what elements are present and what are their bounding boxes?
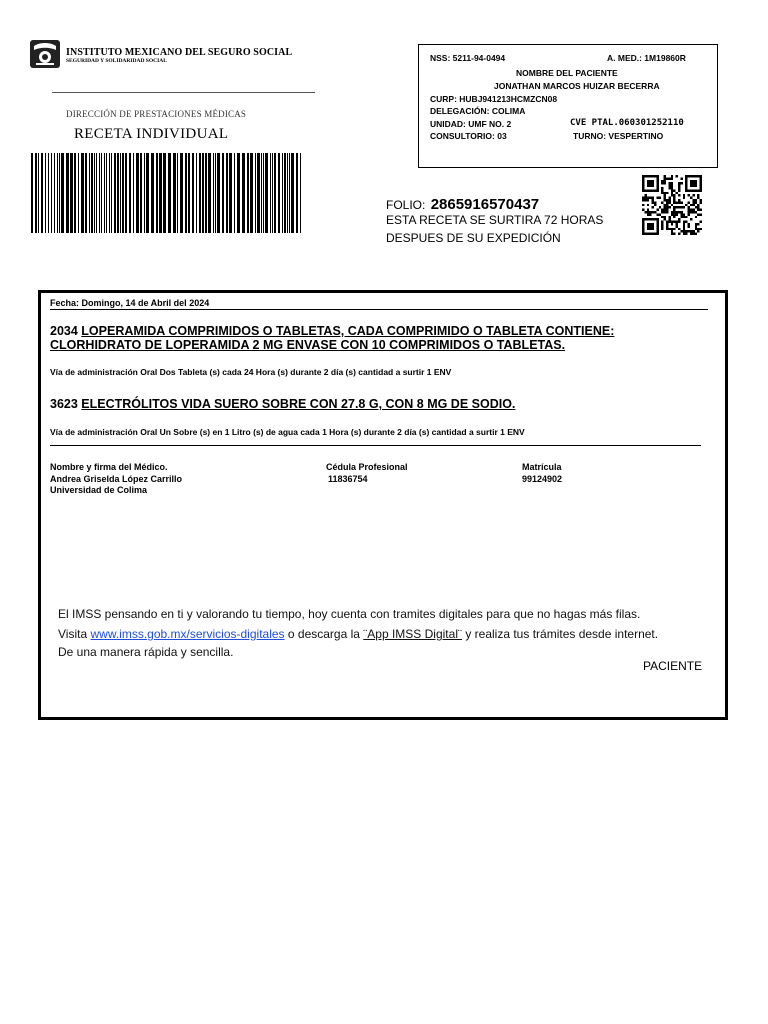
doctor-university: Universidad de Colima xyxy=(50,485,148,495)
date-divider xyxy=(50,309,708,310)
signature-divider xyxy=(50,445,701,446)
footer-visita: Visita xyxy=(58,627,88,641)
imss-logo-icon xyxy=(30,40,60,68)
cve-ptal: CVE PTAL.060301252110 xyxy=(570,118,684,128)
cedula-number: 11836754 xyxy=(328,473,368,484)
doctor-block xyxy=(50,462,182,497)
medication-1-instructions: Vía de administración Oral Dos Tableta (s) cada 24 Hora (s) durante 2 día (s) cantidad a surtir 1 ENV xyxy=(50,367,452,377)
consultorio: CONSULTORIO: 03 xyxy=(430,131,507,141)
imss-digital-services-link[interactable]: www.imss.gob.mx/servicios-digitales xyxy=(90,627,285,641)
medication-2-instructions: Vía de administración Oral Un Sobre (s) en 1 Litro (s) de agua cada 1 Hora (s) durante 2 día (s) cantidad a surtir 1 ENV xyxy=(50,427,525,437)
a-med: A. MED.: 1M19860R xyxy=(607,53,686,63)
matricula-label: Matrícula xyxy=(522,462,562,472)
medication-2-code: 3623 xyxy=(50,397,78,411)
direction-label: DIRECCIÓN DE PRESTACIONES MÉDICAS xyxy=(66,109,247,119)
app-imss-digital: ¨App IMSS Digital¨ xyxy=(363,627,462,641)
copy-label: PACIENTE xyxy=(643,659,703,673)
doctor-name-label: Nombre y firma del Médico. xyxy=(50,462,168,472)
cedula-label: Cédula Profesional xyxy=(326,462,408,472)
patient-name: JONATHAN MARCOS HUIZAR BECERRA xyxy=(494,81,660,91)
matricula-number: 99124902 xyxy=(522,473,563,484)
prescription-date: Fecha: Domingo, 14 de Abril del 2024 xyxy=(50,298,210,308)
matricula-block xyxy=(522,462,562,485)
institution-tagline: SEGURIDAD Y SOLIDARIDAD SOCIAL xyxy=(66,58,167,64)
curp: CURP: HUBJ941213HCMZCN08 xyxy=(430,94,558,104)
medication-2-name-line1: ELECTRÓLITOS VIDA SUERO SOBRE CON 27.8 G, CON 8 MG DE SODIO. xyxy=(81,397,516,411)
cedula-block xyxy=(326,462,408,485)
medication-2 xyxy=(50,397,515,411)
turno: TURNO: VESPERTINO xyxy=(573,131,664,141)
footer-realiza: y realiza tus trámites desde internet. xyxy=(465,627,659,641)
medication-1-code: 2034 xyxy=(50,324,78,338)
institution-name: INSTITUTO MEXICANO DEL SEGURO SOCIAL xyxy=(66,47,293,58)
folio-number: 2865916570437 xyxy=(430,196,540,213)
folio-note-line2: DESPUES DE SU EXPEDICIÓN xyxy=(386,231,561,245)
footer-line1: El IMSS pensando en ti y valorando tu tiempo, hoy cuenta con tramites digitales para que no hagas más filas. xyxy=(58,607,641,621)
medication-1 xyxy=(50,324,614,352)
footer-line3: De una manera rápida y sencilla. xyxy=(58,645,234,659)
footer-line2 xyxy=(58,627,658,641)
folio-note-line1: ESTA RECETA SE SURTIRA 72 HORAS xyxy=(386,213,604,227)
unidad: UNIDAD: UMF NO. 2 xyxy=(430,119,512,129)
footer-descarga: o descarga la xyxy=(287,627,360,641)
patient-name-label: NOMBRE DEL PACIENTE xyxy=(516,68,618,78)
qr-code-icon xyxy=(642,175,702,235)
barcode-icon xyxy=(31,153,302,233)
nss: NSS: 5211-94-0494 xyxy=(430,53,506,63)
header-divider xyxy=(52,92,315,93)
medication-1-name-line1: LOPERAMIDA COMPRIMIDOS O TABLETAS, CADA COMPRIMIDO O TABLETA CONTIENE: xyxy=(81,324,615,338)
folio-label: FOLIO: xyxy=(386,198,426,212)
document-title: RECETA INDIVIDUAL xyxy=(74,126,229,142)
folio xyxy=(386,196,539,213)
doctor-name: Andrea Griselda López Carrillo xyxy=(50,473,183,484)
medication-1-name-line2: CLORHIDRATO DE LOPERAMIDA 2 MG ENVASE CON 10 COMPRIMIDOS O TABLETAS. xyxy=(50,338,566,352)
delegacion: DELEGACIÓN: COLIMA xyxy=(430,106,526,116)
